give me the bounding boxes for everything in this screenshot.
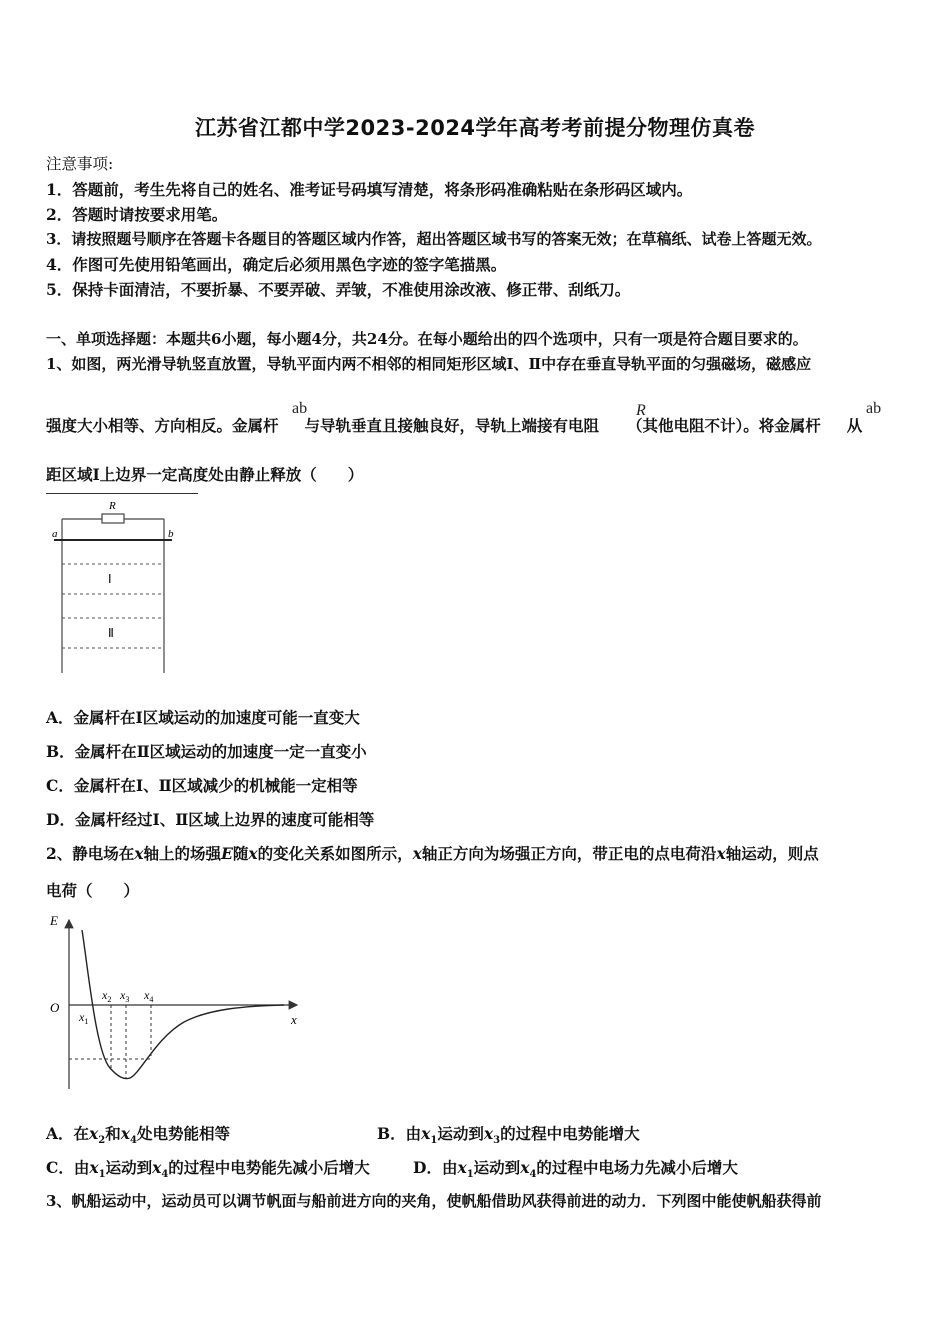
fig-region-1: Ⅰ [108,572,112,586]
notice-item-4: 4．作图可先使用铅笔画出，确定后必须用黑色字迹的签字笔描黑。 [46,255,507,274]
q2-option-b: B．由$x_1$运动到$x_3$的过程中电势能增大 [377,1124,640,1147]
q2-var-x: x [134,844,144,863]
q2-field-graph [44,908,314,1094]
q2-text-d: 的变化关系如图所示， [257,844,413,863]
axis-label-E: E [50,913,58,928]
q2-option-c: C．由$x_1$运动到$x_4$的过程中电势能先减小后增大 [46,1158,370,1181]
q1-option-c: C．金属杆在Ⅰ、Ⅱ区域减少的机械能一定相等 [46,776,358,795]
q2-var-x: x [248,844,258,863]
q1-line3: 距区域Ⅰ上边界一定高度处由静止释放（ ） [46,465,364,484]
q2-text-e: 轴正方向为场强正方向，带正电的点电荷沿 [421,844,717,863]
fig-label-a: a [52,528,58,540]
q2-option-a: A．在$x_2$和$x_4$处电势能相等 [46,1124,230,1147]
axis-label-x: x [291,1012,297,1027]
field-curve [82,930,284,1079]
q2-option-d: D．由$x_1$运动到$x_4$的过程中电场力先减小后增大 [413,1158,738,1181]
q2-line1 [46,842,819,864]
q1-text-a: 强度大小相等、方向相反。金属杆 [46,416,279,435]
q3-line1: 3、帆船运动中，运动员可以调节帆面与船前进方向的夹角，使帆船借助风获得前进的动力．下列图中能使帆船获得前 [46,1192,822,1210]
q1-rail-figure [46,497,186,677]
notice-item-2: 2．答题时请按要求用笔。 [46,205,228,224]
tick-x2: $x_2$ [102,988,112,1004]
fig-region-2: Ⅱ [108,626,114,640]
tick-x1: $x_1$ [79,1010,89,1026]
section-heading: 一、单项选择题：本题共6小题，每小题4分，共24分。在每小题给出的四个选项中，只有一项是符合题目要求的。 [46,330,808,348]
notice-item-5: 5．保持卡面清洁，不要折暴、不要弄破、弄皱，不准使用涂改液、修正带、刮纸刀。 [46,280,631,299]
q1-line2 [46,414,862,436]
q1-option-a: A．金属杆在Ⅰ区域运动的加速度可能一直变大 [46,708,360,727]
fig-label-b: b [168,528,174,540]
q2-text-a: 2、静电场在 [46,844,135,863]
q2-text-f: 轴运动，则点 [725,844,819,863]
divider [46,493,198,494]
axis-label-O: O [50,1000,60,1015]
notice-heading: 注意事项: [46,155,114,173]
page-title: 江苏省江都中学2023-2024学年高考考前提分物理仿真卷 [194,116,756,140]
q1-symbol-ab-1: ab [292,400,308,417]
q2-var-x: x [412,844,422,863]
q1-option-d: D．金属杆经过Ⅰ、Ⅱ区域上边界的速度可能相等 [46,810,375,829]
q2-var-E: E [221,844,233,863]
q1-line1: 1、如图，两光滑导轨竖直放置，导轨平面内两不相邻的相同矩形区域Ⅰ、Ⅱ中存在垂直导轨平面的匀强磁场，磁感应 [46,355,812,373]
q1-text-d: 从 [846,416,863,435]
q1-text-c: （其他电阻不计）。将金属杆 [627,416,821,435]
notice-item-3: 3．请按照题号顺序在答题卡各题目的答题区域内作答，超出答题区域书写的答案无效；在草稿纸、试卷上答题无效。 [46,230,822,248]
q1-symbol-R: R [636,402,646,419]
q1-text-b: 与导轨垂直且接触良好，导轨上端接有电阻 [304,416,600,435]
tick-x4: $x_4$ [144,988,154,1004]
q2-text-b: 轴上的场强 [143,844,222,863]
q1-symbol-ab-2: ab [866,400,882,417]
q2-line2: 电荷（ ） [46,881,140,900]
tick-x3: $x_3$ [120,988,130,1004]
q1-option-b: B．金属杆在Ⅱ区域运动的加速度一定一直变小 [46,742,367,761]
q2-text-c: 随 [232,844,249,863]
notice-item-1: 1．答题前，考生先将自己的姓名、准考证号码填写清楚，将条形码准确粘贴在条形码区域内。 [46,180,693,199]
resistor-symbol [102,514,124,523]
q2-var-x: x [716,844,726,863]
fig-label-R: R [109,500,116,512]
